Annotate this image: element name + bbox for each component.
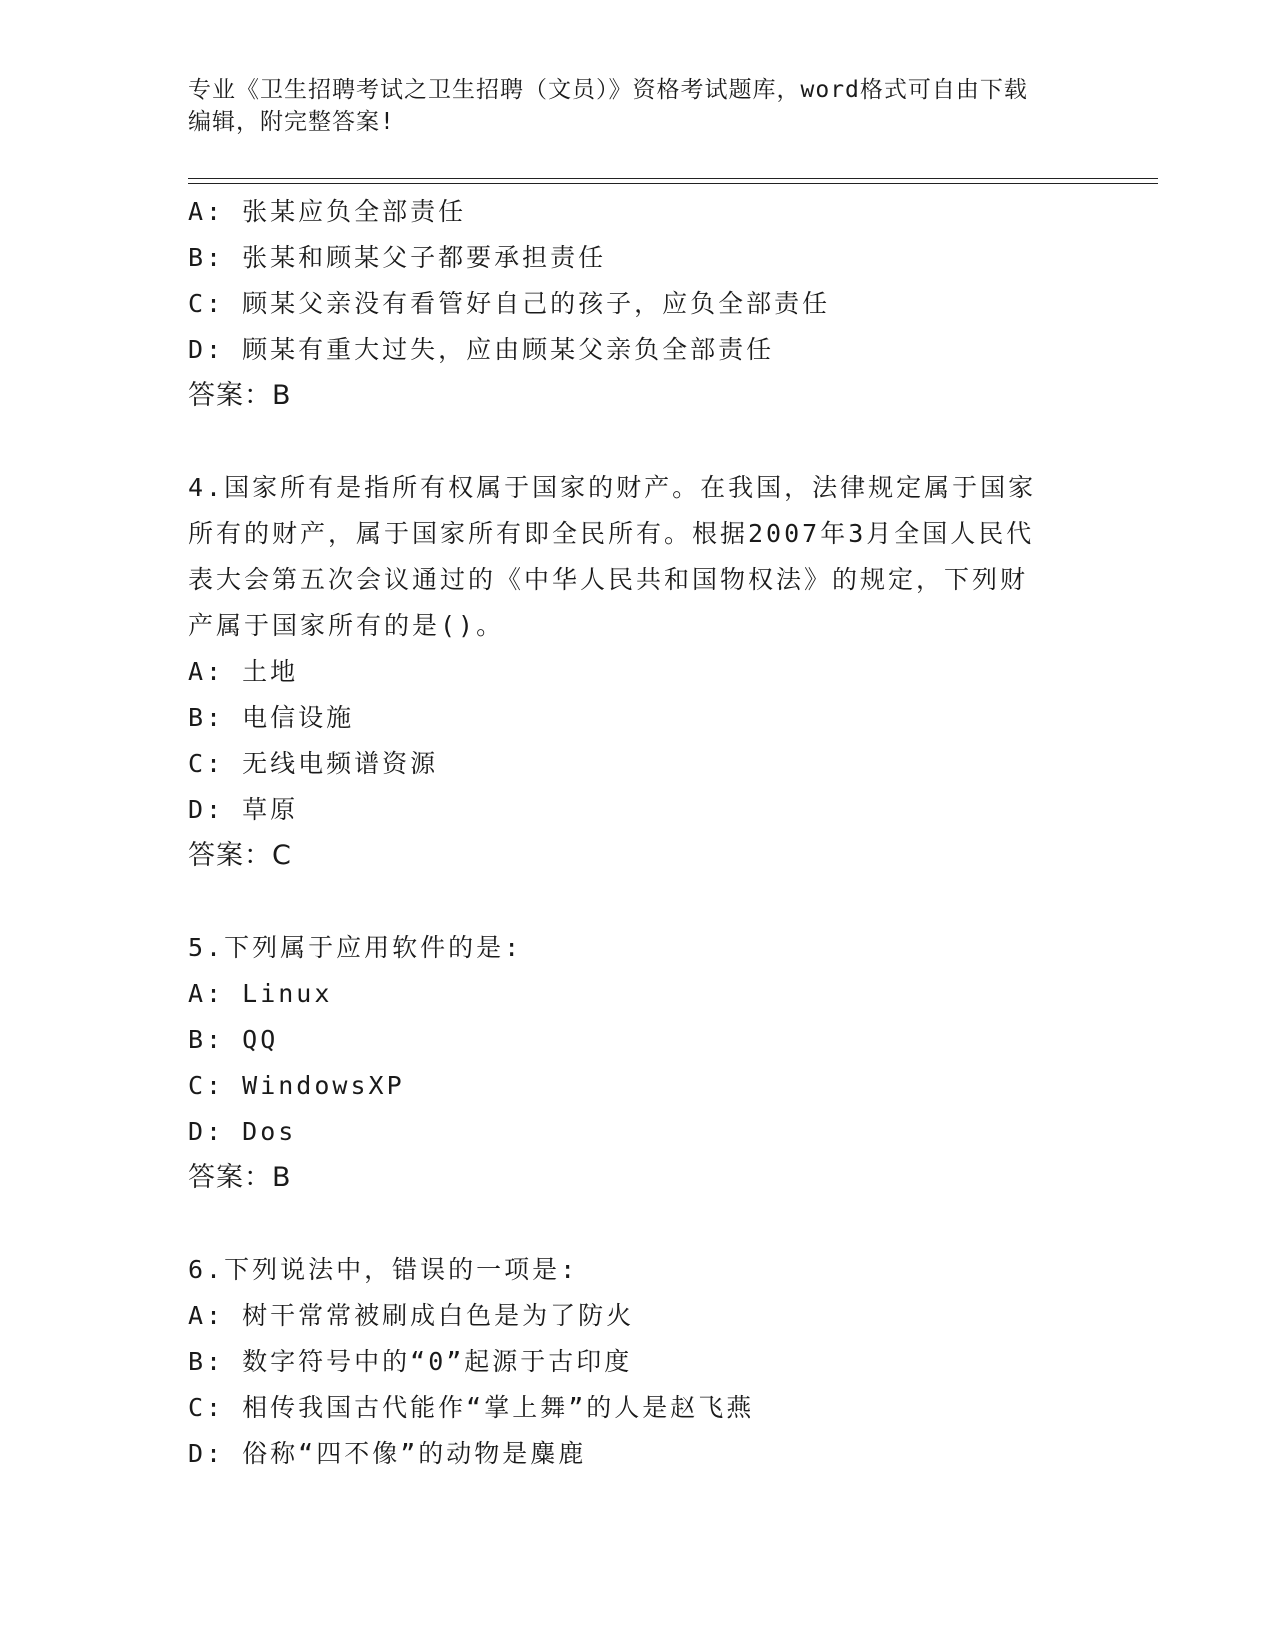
answer: 答案：B [188, 380, 292, 411]
question-4 [188, 465, 1088, 879]
question-stem-line: 所有的财产，属于国家所有即全民所有。根据2007年3月全国人民代 [188, 519, 1035, 548]
option-a: A: 土地 [188, 657, 299, 686]
answer: 答案：B [188, 1162, 292, 1193]
option-a: A: 树干常常被刷成白色是为了防火 [188, 1301, 635, 1330]
option-a: A: 张某应负全部责任 [188, 197, 467, 226]
question-stem-line: 表大会第五次会议通过的《中华人民共和国物权法》的规定，下列财 [188, 565, 1029, 594]
option-d: D: Dos [188, 1117, 297, 1146]
question-stem-line: 4.国家所有是指所有权属于国家的财产。在我国，法律规定属于国家 [188, 473, 1037, 502]
option-c: C: 无线电频谱资源 [188, 749, 439, 778]
question-5 [188, 925, 1088, 1201]
header-divider-bottom [188, 183, 1158, 184]
question-list [188, 189, 1088, 1477]
header-line-2: 编辑，附完整答案! [188, 109, 395, 135]
option-b: B: 张某和顾某父子都要承担责任 [188, 243, 607, 272]
question-stem [188, 925, 1088, 971]
header-line-1: 专业《卫生招聘考试之卫生招聘（文员）》资格考试题库，word格式可自由下载 [188, 77, 1028, 103]
option-d: D: 草原 [188, 795, 299, 824]
option-c: C: WindowsXP [188, 1071, 405, 1100]
option-d: D: 顾某有重大过失，应由顾某父亲负全部责任 [188, 335, 775, 364]
question-stem-line: 6.下列说法中，错误的一项是: [188, 1255, 579, 1284]
question-stem-line: 5.下列属于应用软件的是: [188, 933, 523, 962]
question-3 [188, 189, 1088, 419]
option-b: B: 数字符号中的“0”起源于古印度 [188, 1347, 633, 1376]
question-stem [188, 1247, 1088, 1293]
option-b: B: 电信设施 [188, 703, 355, 732]
question-stem-line: 产属于国家所有的是()。 [188, 611, 505, 640]
question-stem [188, 465, 1088, 649]
option-a: A: Linux [188, 979, 333, 1008]
header-divider-top [188, 178, 1158, 179]
option-c: C: 相传我国古代能作“掌上舞”的人是赵飞燕 [188, 1393, 755, 1422]
option-d: D: 俗称“四不像”的动物是麋鹿 [188, 1439, 587, 1468]
option-c: C: 顾某父亲没有看管好自己的孩子，应负全部责任 [188, 289, 831, 318]
question-6 [188, 1247, 1088, 1477]
option-b: B: QQ [188, 1025, 279, 1054]
document-header [188, 74, 1088, 138]
answer: 答案：C [188, 840, 292, 871]
